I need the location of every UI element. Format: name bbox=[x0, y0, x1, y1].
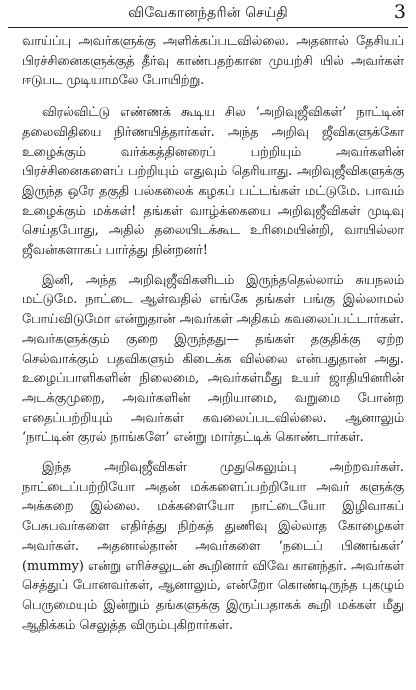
paragraph-2: விரல்விட்டு எண்ணக் கூடிய சில ‘அறிவுஜீவிகள்’ நாட்டின் தலைவிதியை நிர்ணயித்தார்கள். அந்த அறிவு ஜீவிகளுக்கோ உழைக்கும் வர்க்கத்தினரைப் பற்றியும் அவர்களின் பிரச்சினைகளைப் பற்றியும் எதுவும் தெரியாது. அறிவுஜீவிகளுக்கு இருந்த ஒரே தகுதி பல்கலைக் கழகப் பட்டங்கள் மட்டுமே. பாவம் உழைக்கும் மக்கள்! தங்கள் வாழ்க்கையை அறிவுஜீவிகள் முடிவு செய்தபோது, அதில் தலையிடக்கூட உரிமையின்றி, வாயில்லா ஜீவன்களாகப் பார்த்து நின்றனர்! bbox=[22, 105, 404, 259]
paragraph-1: வாய்ப்பு அவர்களுக்கு அளிக்கப்படவில்லை. அதனால் தேசியப் பிரச்சினைகளுக்குத் தீர்வு காண்பதற்கான முயற்சி யில் அவர்கள் ஈடுபட முடியாமலே போயிற்று. bbox=[22, 34, 404, 89]
body-text bbox=[22, 32, 404, 645]
page-number: 3 bbox=[393, 1, 406, 23]
running-header bbox=[8, 3, 408, 28]
running-title: விவேகானந்தரின் செய்தி bbox=[128, 5, 288, 21]
paragraph-4: இந்த அறிவுஜீவிகள் முதுகெலும்பு அற்றவர்கள். நாட்டைப்பற்றியோ அதன் மக்களைப்பற்றியோ அவர் களுக்கு அக்கறை இல்லை. மக்களையோ நாட்டையோ இழிவாகப் பேசுபவர்களை எதிர்த்து நிற்கத் துணிவு இல்லாத கோழைகள் அவர்கள். அதனால்தான் அவர்களை ‘நடைப் பிணங்கள்’ (mummy) என்று எரிச்சலுடன் கூறினார் விவே கானந்தர். அவர்கள் செத்துப் போனவர்கள், ஆனாலும், என்றோ கொண்டிருந்த புகழும் பெருமையும் இன்றும் தங்களுக்கு இருப்பதாகக் கூறி மக்கள் மீது ஆதிக்கம் செலுத்த விரும்புகிறார்கள். bbox=[22, 460, 404, 633]
paragraph-3: இனி, அந்த அறிவுஜீவிகளிடம் இருந்ததெல்லாம் சுயநலம் மட்டுமே. நாட்டை ஆள்வதில் எங்கே தங்கள் பங்கு இல்லாமல் போய்விடுமோ என்றுதான் அவர்கள் அதிகம் கவலைப்பட்டார்கள். அவர்களுக்கும் குறை இருந்தது— தங்கள் தகுதிக்கு ஏற்ற செல்வாக்கும் பதவிகளும் கிடைக்க வில்லை என்பதுதான் அது. உழைப்பாளிகளின் நிலைமை, அவர்கள்மீது உயர் ஜாதியினரின் அடக்குமுறை, அவர்களின் அறியாமை, வறுமை போன்ற எதைப்பற்றியும் அவர்கள் கவலைப்படவில்லை. ஆனாலும் ‘நாட்டின் குரல் நாங்களே’ என்று மார்தட்டிக் கொண்டார்கள். bbox=[22, 272, 404, 446]
